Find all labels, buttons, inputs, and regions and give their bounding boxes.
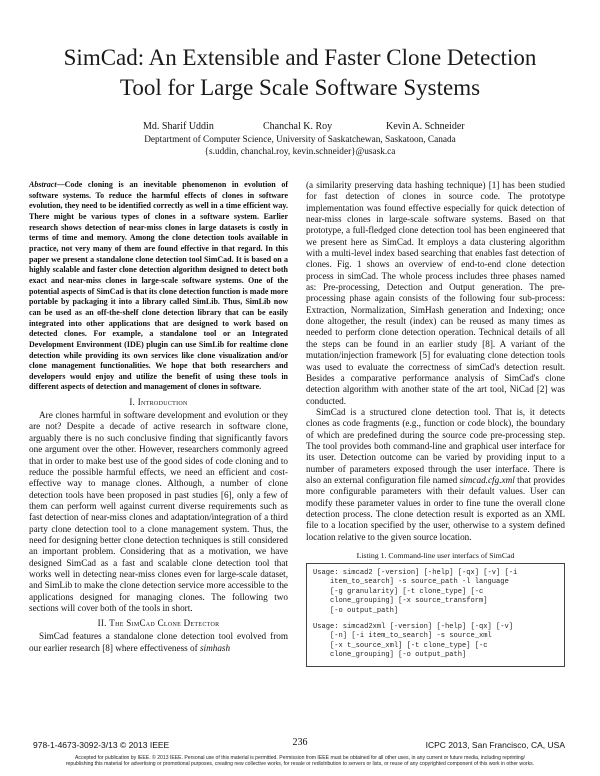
author-emails: {s.uddin, chanchal.roy, kevin.schneider}@usask.ca [204, 147, 396, 157]
author-list [0, 121, 600, 133]
listing-line: Usage: simcad2xml [-version] [-help] [-qx] [-v] [313, 623, 514, 632]
affiliation: Deptartment of Computer Science, University of Saskatchewan, Saskatoon, Canada [144, 135, 456, 145]
simhash-term: simhash [199, 642, 231, 653]
introduction-paragraph: Are clones harmful in software development and evolution or they are not? Despite a decade of active research in software clone, arguably there is no such conclusive finding that significantly favors one argument over the other. However, researchers commonly agreed that in order to make best use of the good sides of code cloning and to reduce the possible harmful effects, we need an efficient and cost-effective way to manage clones. Although, a number of clone detection tools have been proposed in past studies [6], only a few of them can perform well against current diverse requirements such as fast detection of near-miss clones and adaptation/integration of a third party clone detection tool to a clone management system. Thus, the need for designing better clone detection techniques is still considered an important problem. Considering that as a motivation, we have designed SimCad as a fast and scalable clone detection tool that works well in detecting near-miss clones even for large-scale dataset, and SimLib to make the clone detection service more accessible to the applications designed for managing clones. The following two sections will cover both of the tools in short. [29, 410, 288, 613]
permission-line-1: Accepted for publication by IEEE. © 2013 IEEE. Personal use of this material is permitted. Permission from IEEE must be obtained for all other uses, in any current or future media, including reprinting/ [75, 755, 525, 761]
paper-title-line-1: SimCad: An Extensible and Faster Clone Detection [63, 45, 537, 70]
listing-spacer [313, 616, 558, 623]
listing-line: clone_grouping] [-x source_transform] [313, 597, 488, 606]
structured-detector-paragraph [306, 407, 565, 543]
code-listing [306, 563, 565, 667]
listing-line: clone_grouping] [-o output_path] [313, 651, 467, 660]
right-column [306, 180, 565, 667]
permission-notice [6, 755, 594, 768]
listing-line: [-x t_source_xml] [-t clone_type] [-c [313, 641, 488, 650]
simcad-paragraph-text: SimCad features a standalone clone detection tool evolved from our earlier research [8] where effectiveness of [29, 631, 288, 653]
isbn-copyright: 978-1-4673-3092-3/13 © 2013 IEEE [33, 740, 170, 750]
simhash-paragraph: (a similarity preserving data hashing technique) [1] has been studied for fast detection of clones in source code. The prototype implementation was found effective especially for quick detection of near-miss clones in large-scale software systems. Based on that prototype, a full-fledged clone detection tool has been engineered that we present here as SimCad. It employs a data clustering algorithm with a multi-level index based searching that enables fast detection of clones. Fig. 1 shows an overview of end-to-end clone detection process in simCad. The whole process includes three phases named as: Pre-processing, Detection and Output generation. The pre-processing phase again consists of the following four sub-process: Extraction, Normalization, SimHash generation and Indexing; once done altogether, the result (index) can be reused as many times as needed to perform clone detection operation. Technical details of all the steps can be found in an earlier study [8]. A variant of the mutation/injection framework [5] for evaluating clone detection tools was used to evaluate the correctness of simCad's detection result. Besides a comparative performance analysis of SimCad's clone detection algorithm with another state of the art tool, NiCad [2] was conducted. [306, 180, 565, 406]
listing-line: item_to_search] -s source_path -l language [313, 578, 509, 587]
config-file-name: simcad.cfg.xml [459, 474, 515, 485]
section-number: I. [129, 397, 136, 408]
listing-caption: Listing 1. Command-line user interfacs of SimCad [356, 551, 515, 560]
paragraph-text-b: that provides more configurable parameters with their default values. User can modify these parameter values in order to fine tune the overall clone detection process. The clone detection result is exported as an XML file to a location specified by the user, otherwise to a system defined location relative to the given source location. [306, 474, 565, 542]
section-number: II. [97, 618, 107, 629]
left-column [29, 180, 288, 654]
simcad-paragraph-start [29, 631, 288, 654]
conference-venue: ICPC 2013, San Francisco, CA, USA [425, 740, 565, 750]
author-uddin: Md. Sharif Uddin [143, 121, 214, 132]
abstract-label: Abstract [29, 180, 57, 189]
section-heading-simcad [29, 617, 288, 629]
section-title: Introduction [137, 397, 188, 408]
abstract-text: —Code cloning is an inevitable phenomenon in evolution of software systems. To reduce the harmful effects of clones in software evolution, they need to be identified correctly as well in a time efficient way. There might be various types of clones in a software system. Earlier research shows detection of near-miss clones in large datasets is costly in terms of time and memory. Among the clone detection tools available in practice, not very many of them are found effective in that regard. In this paper we present a standalone clone detection tool SimCad. It is based on a highly scalable and faster clone detection algorithm designed to detect both exact and near-miss clones in large-scale software systems. One of the potential aspects of SimCad is that its clone detection function is made more portable by packaging it into a library called SimLib. Thus, SimLib now can be used as an off-the-shelf clone detection library that can be easily integrated into other applications that are designed to work based on detected clones. For example, a standalone tool or an Integrated Development Environment (IDE) plugin can use SimLib for realtime clone detection while providing its own services like clone visualization and/or clone management functionalities. We hope that both researchers and developers would enjoy and utilize the benefit of using these tools in different aspects of detection and management of clones in software. [29, 180, 288, 392]
page-footer [0, 737, 600, 752]
author-schneider: Kevin A. Schneider [386, 121, 465, 132]
listing-line: Usage: simcad2 [-version] [-help] [-qx] [-v] [-i [313, 569, 518, 577]
listing-line: [-n] [-i item_to_search] -s source_xml [313, 632, 492, 641]
permission-line-2: republishing this material for advertising or promotional purposes, creating new collective works, for resale or redistribution to servers or lists, or reuse of any copyrighted component of this work in other works. [65, 761, 535, 768]
author-roy: Chanchal K. Roy [263, 121, 333, 132]
paper-title-line-2: Tool for Large Scale Software Systems [119, 75, 481, 100]
section-heading-introduction [29, 396, 288, 408]
abstract [29, 180, 288, 393]
paragraph-text-a: SimCad is a structured clone detection tool. That is, it detects clones as code fragments (e.g., function or code block), the boundary of which are predefined during the source code pre-processing step. The tool provides both command-line and graphical user interface for its user. Detection outcome can be varied by providing input to a number of parameters exposed through the user interface. There is also an external configuration file named [306, 406, 565, 485]
listing-line: [-o output_path] [313, 606, 399, 615]
page-number: 236 [292, 737, 308, 748]
section-title: The SimCad Clone Detector [109, 618, 220, 629]
listing-line: [-g granularity] [-t clone_type] [-c [313, 587, 484, 596]
